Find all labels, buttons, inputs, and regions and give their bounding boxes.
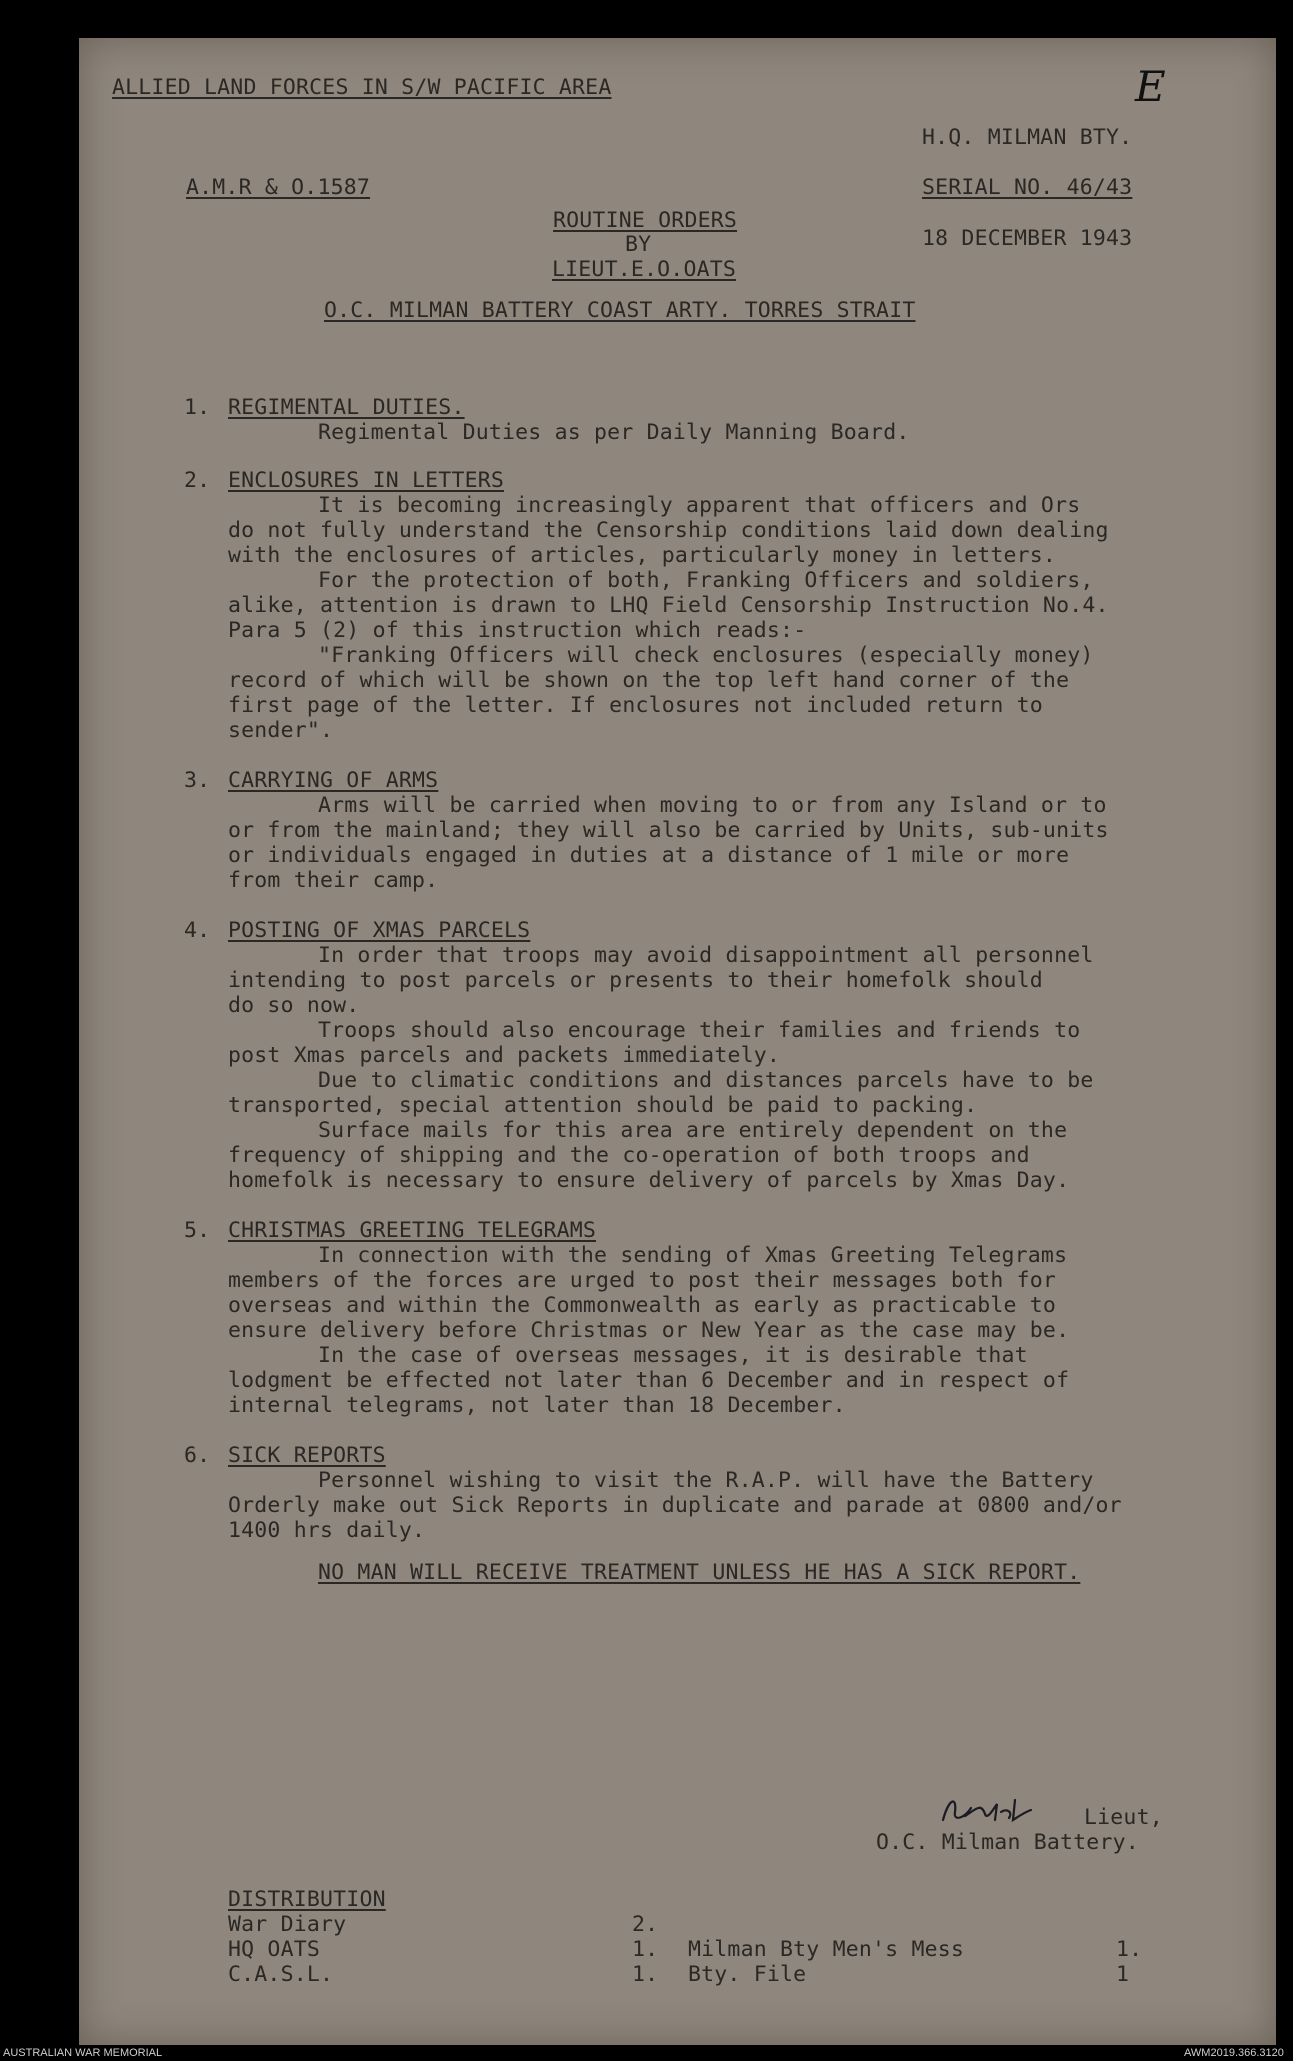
section-line: In connection with the sending of Xmas Greeting Telegrams xyxy=(318,1243,1068,1268)
amr-reference: A.M.R & O.1587 xyxy=(186,175,371,200)
distribution-name: War Diary xyxy=(228,1912,347,1937)
section-number: 4. xyxy=(184,918,211,943)
section-line: do not fully understand the Censorship conditions laid down dealing xyxy=(228,518,1109,543)
sick-report-notice: NO MAN WILL RECEIVE TREATMENT UNLESS HE HAS A SICK REPORT. xyxy=(318,1560,1081,1585)
page-mark: E xyxy=(1135,62,1166,111)
section-number: 6. xyxy=(184,1443,211,1468)
section-number: 3. xyxy=(184,768,211,793)
title-officer: LIEUT.E.O.OATS xyxy=(552,257,737,282)
section-heading: REGIMENTAL DUTIES. xyxy=(228,395,465,420)
section-line: Troops should also encourage their families and friends to xyxy=(318,1018,1081,1043)
title-unit: O.C. MILMAN BATTERY COAST ARTY. TORRES STRAIT xyxy=(324,298,916,323)
section-line: ensure delivery before Christmas or New Year as the case may be. xyxy=(228,1318,1070,1343)
section-line: In the case of overseas messages, it is desirable that xyxy=(318,1343,1028,1368)
section-line: internal telegrams, not later than 18 December. xyxy=(228,1393,846,1418)
footer-institution: AUSTRALIAN WAR MEMORIAL xyxy=(3,2047,163,2059)
section-line: It is becoming increasingly apparent that officers and Ors xyxy=(318,493,1081,518)
distribution-qty: 1. xyxy=(632,1962,659,1987)
distribution-heading: DISTRIBUTION xyxy=(228,1887,386,1912)
section-line: or individuals engaged in duties at a distance of 1 mile or more xyxy=(228,843,1070,868)
distribution-qty: 1. xyxy=(632,1937,659,1962)
section-line: Para 5 (2) of this instruction which reads:- xyxy=(228,618,807,643)
handwritten-signature xyxy=(935,1790,1035,1830)
org-heading: ALLIED LAND FORCES IN S/W PACIFIC AREA xyxy=(112,75,612,100)
section-number: 2. xyxy=(184,468,211,493)
section-line: 1400 hrs daily. xyxy=(228,1518,426,1543)
distribution-name: Milman Bty Men's Mess xyxy=(688,1937,965,1962)
section-heading: SICK REPORTS xyxy=(228,1443,386,1468)
section-line: overseas and within the Commonwealth as early as practicable to xyxy=(228,1293,1057,1318)
section-line: For the protection of both, Franking Officers and soldiers, xyxy=(318,568,1094,593)
section-heading: ENCLOSURES IN LETTERS xyxy=(228,468,505,493)
section-line: first page of the letter. If enclosures not included return to xyxy=(228,693,1043,718)
order-date: 18 DECEMBER 1943 xyxy=(922,226,1133,251)
section-line: Due to climatic conditions and distances parcels have to be xyxy=(318,1068,1094,1093)
section-line: with the enclosures of articles, particularly money in letters. xyxy=(228,543,1057,568)
section-line: homefolk is necessary to ensure delivery of parcels by Xmas Day. xyxy=(228,1168,1070,1193)
section-line: do so now. xyxy=(228,993,360,1018)
title-by: BY xyxy=(625,232,652,257)
section-line: Arms will be carried when moving to or from any Island or to xyxy=(318,793,1107,818)
signature-role: O.C. Milman Battery. xyxy=(876,1830,1139,1855)
section-line: members of the forces are urged to post their messages both for xyxy=(228,1268,1057,1293)
serial-number: SERIAL NO. 46/43 xyxy=(922,175,1133,200)
section-heading: CARRYING OF ARMS xyxy=(228,768,439,793)
section-line: alike, attention is drawn to LHQ Field Censorship Instruction No.4. xyxy=(228,593,1109,618)
distribution-qty: 1. xyxy=(1116,1937,1143,1962)
section-line: Orderly make out Sick Reports in duplicate and parade at 0800 and/or xyxy=(228,1493,1122,1518)
section-line: post Xmas parcels and packets immediately. xyxy=(228,1043,781,1068)
section-line: record of which will be shown on the top left hand corner of the xyxy=(228,668,1070,693)
section-line: transported, special attention should be paid to packing. xyxy=(228,1093,978,1118)
section-line: sender". xyxy=(228,718,334,743)
section-number: 1. xyxy=(184,395,211,420)
title-routine-orders: ROUTINE ORDERS xyxy=(553,208,738,233)
section-line: intending to post parcels or presents to their homefolk should xyxy=(228,968,1043,993)
section-line: lodgment be effected not later than 6 December and in respect of xyxy=(228,1368,1070,1393)
section-line: Regimental Duties as per Daily Manning Board. xyxy=(318,420,910,445)
hq-label: H.Q. MILMAN BTY. xyxy=(922,125,1133,150)
distribution-qty: 2. xyxy=(632,1912,659,1937)
section-line: In order that troops may avoid disappointment all personnel xyxy=(318,943,1094,968)
section-heading: POSTING OF XMAS PARCELS xyxy=(228,918,531,943)
section-line: "Franking Officers will check enclosures (especially money) xyxy=(318,643,1094,668)
distribution-name: Bty. File xyxy=(688,1962,807,1987)
section-line: Personnel wishing to visit the R.A.P. will have the Battery xyxy=(318,1468,1094,1493)
section-heading: CHRISTMAS GREETING TELEGRAMS xyxy=(228,1218,597,1243)
section-line: frequency of shipping and the co-operation of both troops and xyxy=(228,1143,1030,1168)
distribution-qty: 1 xyxy=(1116,1962,1130,1987)
distribution-name: HQ OATS xyxy=(228,1937,321,1962)
section-number: 5. xyxy=(184,1218,211,1243)
distribution-name: C.A.S.L. xyxy=(228,1962,334,1987)
section-line: or from the mainland; they will also be carried by Units, sub-units xyxy=(228,818,1109,843)
signature-rank: Lieut, xyxy=(1084,1805,1163,1830)
section-line: from their camp. xyxy=(228,868,439,893)
footer-accession: AWM2019.366.3120 xyxy=(1184,2047,1284,2059)
section-line: Surface mails for this area are entirely dependent on the xyxy=(318,1118,1068,1143)
